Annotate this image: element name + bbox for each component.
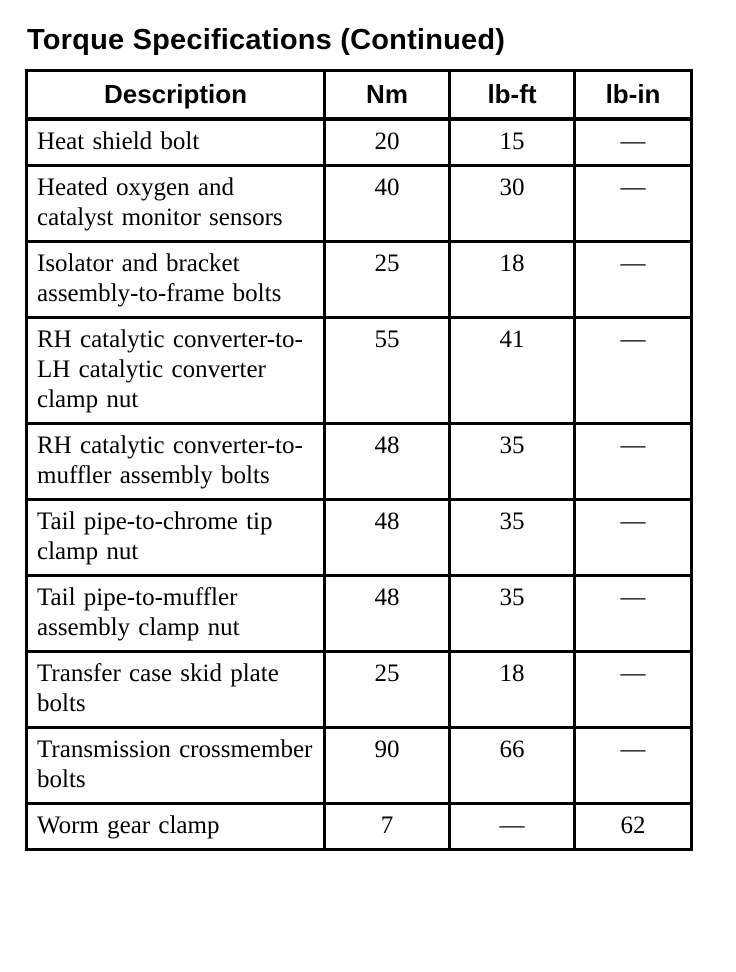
lb-in-cell: 62 — [575, 804, 692, 850]
table-row — [27, 242, 692, 318]
lb-ft-cell: 15 — [450, 119, 575, 166]
lb-in-cell: — — [575, 424, 692, 500]
lb-ft-cell: 30 — [450, 166, 575, 242]
description-cell: Worm gear clamp — [27, 804, 325, 850]
lb-in-cell: — — [575, 728, 692, 804]
table-row — [27, 728, 692, 804]
description-cell: Tail pipe-to-muffler assembly clamp nut — [27, 576, 325, 652]
description-cell: RH catalytic converter-to-LH catalytic converter clamp nut — [27, 318, 325, 424]
lb-in-cell: — — [575, 166, 692, 242]
table-row — [27, 424, 692, 500]
lb-in-cell: — — [575, 652, 692, 728]
description-cell: Heat shield bolt — [27, 119, 325, 166]
lb-in-cell: — — [575, 576, 692, 652]
col-header-lb-ft: lb-ft — [450, 71, 575, 120]
table-body — [27, 119, 692, 850]
table-header-row — [27, 71, 692, 120]
col-header-description: Description — [27, 71, 325, 120]
lb-ft-cell: 35 — [450, 424, 575, 500]
table-row — [27, 576, 692, 652]
lb-in-cell: — — [575, 242, 692, 318]
description-cell: Transfer case skid plate bolts — [27, 652, 325, 728]
lb-in-cell: — — [575, 500, 692, 576]
lb-ft-cell: 18 — [450, 652, 575, 728]
lb-ft-cell: 18 — [450, 242, 575, 318]
nm-cell: 55 — [325, 318, 450, 424]
nm-cell: 25 — [325, 652, 450, 728]
description-cell: Heated oxygen and catalyst monitor sensors — [27, 166, 325, 242]
col-header-lb-in: lb-in — [575, 71, 692, 120]
nm-cell: 90 — [325, 728, 450, 804]
lb-ft-cell: 35 — [450, 500, 575, 576]
page-title: Torque Specifications (Continued) — [27, 24, 506, 56]
table-row — [27, 500, 692, 576]
description-cell: RH catalytic converter-to-muffler assembly bolts — [27, 424, 325, 500]
nm-cell: 25 — [325, 242, 450, 318]
table-row — [27, 119, 692, 166]
col-header-nm: Nm — [325, 71, 450, 120]
lb-in-cell: — — [575, 119, 692, 166]
table-row — [27, 804, 692, 850]
lb-ft-cell: — — [450, 804, 575, 850]
nm-cell: 7 — [325, 804, 450, 850]
table-row — [27, 652, 692, 728]
lb-ft-cell: 35 — [450, 576, 575, 652]
table-row — [27, 166, 692, 242]
nm-cell: 40 — [325, 166, 450, 242]
lb-ft-cell: 41 — [450, 318, 575, 424]
description-cell: Isolator and bracket assembly-to-frame bolts — [27, 242, 325, 318]
nm-cell: 48 — [325, 500, 450, 576]
lb-ft-cell: 66 — [450, 728, 575, 804]
description-cell: Transmission crossmember bolts — [27, 728, 325, 804]
torque-spec-table — [25, 69, 693, 851]
description-cell: Tail pipe-to-chrome tip clamp nut — [27, 500, 325, 576]
nm-cell: 20 — [325, 119, 450, 166]
lb-in-cell: — — [575, 318, 692, 424]
nm-cell: 48 — [325, 576, 450, 652]
table-row — [27, 318, 692, 424]
nm-cell: 48 — [325, 424, 450, 500]
